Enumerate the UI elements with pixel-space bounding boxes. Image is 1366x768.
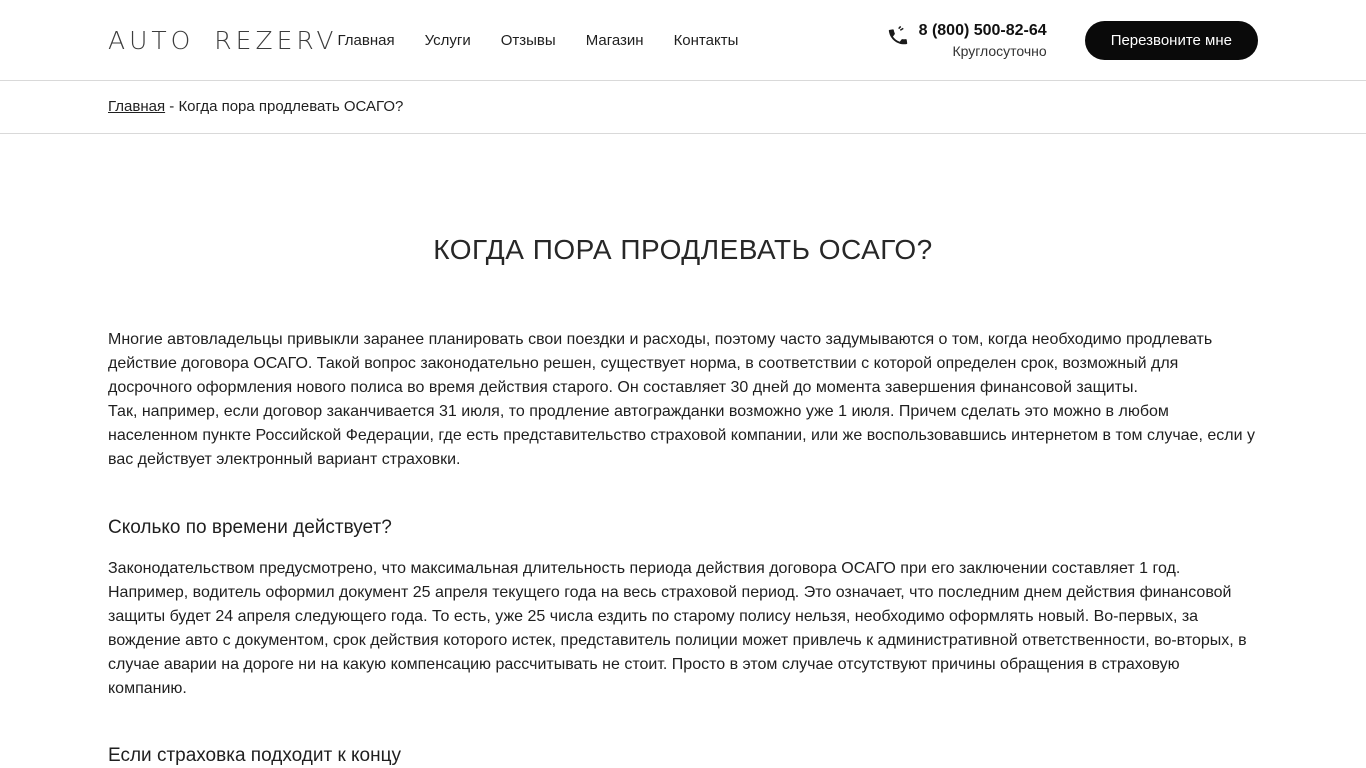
- logo[interactable]: AUTO REZERV: [108, 25, 338, 55]
- nav-item-contacts[interactable]: Контакты: [673, 31, 739, 49]
- nav-item-reviews[interactable]: Отзывы: [500, 31, 556, 49]
- site-header: [0, 0, 1366, 80]
- page-title: КОГДА ПОРА ПРОДЛЕВАТЬ ОСАГО?: [433, 234, 933, 265]
- breadcrumb-separator: -: [169, 98, 175, 115]
- main-nav: [338, 32, 739, 49]
- nav-item-services[interactable]: Услуги: [424, 31, 471, 49]
- nav-item-shop[interactable]: Магазин: [585, 31, 644, 49]
- article-paragraph: Так, например, если договор заканчивается 31 июля, то продление автогражданки возможно уже 1 июля. Причем сделать это можно в любом населенном пункте Российской Федерации, где есть представительство страховой компании, или же воспользовавшись интернетом в том случае, если у вас действует электронный вариант страховки.: [108, 403, 1255, 468]
- article-paragraph: Законодательством предусмотрено, что максимальная длительность периода действия договора ОСАГО при его заключении составляет 1 год. Например, водитель оформил документ 25 апреля текущего года на весь страховой период. Это означает, что последним днем действия финансовой защиты будет 24 апреля следующего года. То есть, уже 25 числа ездить по старому полису нельзя, необходимо оформлять новый. Во-первых, за вождение авто с документом, срок действия которого истек, представитель полиции может привлечь к административной ответственности, во-вторых, в случае аварии на дороге ни на какую компенсацию рассчитывать не стоит. Просто в этом случае отсутствуют причины обращения в страховую компанию.: [108, 560, 1247, 697]
- breadcrumb: [108, 81, 1258, 133]
- nav-item-home[interactable]: Главная: [337, 31, 395, 49]
- callback-button[interactable]: Перезвоните мне: [1085, 21, 1258, 60]
- section-heading-expiring: Если страховка подходит к концу: [108, 745, 401, 766]
- phone-block: [887, 22, 1047, 59]
- breadcrumb-band: [0, 80, 1366, 134]
- phone-number[interactable]: 8 (800) 500-82-64: [918, 21, 1047, 39]
- phone-icon: [887, 22, 909, 53]
- section-heading-duration: Сколько по времени действует?: [108, 517, 392, 538]
- article: [108, 134, 1258, 768]
- article-paragraph: Многие автовладельцы привыкли заранее планировать свои поездки и расходы, поэтому часто задумываются о том, когда необходимо продлевать действие договора ОСАГО. Такой вопрос законодательно решен, существует норма, в соответствии с которой определен срок, возможный для досрочного оформления нового полиса во время действия старого. Он составляет 30 дней до момента завершения финансовой защиты.: [108, 331, 1213, 396]
- breadcrumb-home-link[interactable]: Главная: [108, 98, 166, 115]
- phone-subtitle: Круглосуточно: [952, 42, 1047, 59]
- breadcrumb-current: Когда пора продлевать ОСАГО?: [178, 98, 404, 115]
